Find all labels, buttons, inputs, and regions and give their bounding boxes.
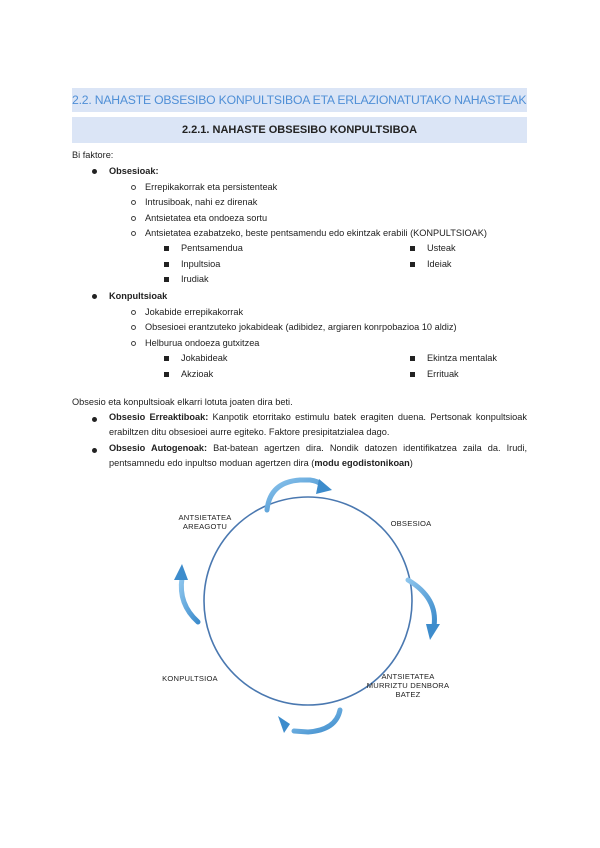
list-item: Pentsamendua (181, 243, 243, 253)
list-item: Errituak (427, 369, 459, 379)
cycle-label-bottom-left (150, 674, 230, 683)
cycle-label-bottom-right (366, 672, 450, 699)
list-item: Ekintza mentalak (427, 353, 497, 363)
list-item: Irudiak (181, 274, 209, 284)
obsesioak-heading: Obsesioak: (109, 166, 159, 176)
list-item: Usteak (427, 243, 456, 253)
type-label: Obsesio Autogenoak: (109, 443, 208, 453)
type-text: Kanpotik etorritako estimulu batek eragiten duena. Pertsonak konpultsioak erabiltzen ditu obsesioei aurre egiteko. Faktore presipitatzialea dago. (109, 412, 527, 437)
cycle-label-top-left (170, 513, 240, 531)
list-item: Akzioak (181, 369, 214, 379)
type-bold-tail: modu egodistonikoan (314, 457, 410, 468)
list-item: Jokabide errepikakorrak (145, 307, 244, 317)
label-line: ANTSIETATEA (381, 672, 435, 681)
type-close: ) (409, 457, 413, 468)
label-line: MURRIZTU DENBORA (366, 681, 450, 690)
label-line: ANTSIETATEA (178, 513, 232, 522)
cycle-label-top-right (376, 519, 446, 528)
list-item: Antsietatea ezabatzeko, beste pentsamendu edo ekintzak erabili (KONPULTSIOAK) (145, 228, 487, 238)
list-item: Intrusiboak, nahi ez direnak (145, 197, 258, 207)
cycle-arrow-right (408, 580, 440, 640)
subsection-title: 2.2.1. NAHASTE OBSESIBO KONPULTSIBOA (72, 117, 527, 143)
list-item: Jokabideak (181, 353, 228, 363)
label-line: BATEZ (395, 690, 421, 699)
label-line: KONPULTSIOA (162, 674, 218, 683)
cycle-arrow-top (267, 479, 332, 510)
label-line: OBSESIOA (390, 519, 432, 528)
cycle-arrow-bottom (278, 710, 340, 733)
relation-text: Obsesio eta konpultsioak elkarri lotuta joaten dira beti. (72, 397, 293, 407)
intro-text: Bi faktore: (72, 150, 114, 160)
list-item: Helburua ondoeza gutxitzea (145, 338, 260, 348)
konpultsioak-heading: Konpultsioak (109, 291, 168, 301)
list-item: Obsesioei erantzuteko jokabideak (adibidez, argiaren konrpobazioa 10 aldiz) (145, 322, 457, 332)
type-label: Obsesio Erreaktiboak: (109, 412, 209, 422)
cycle-arrow-left (174, 564, 198, 622)
list-item: Inpultsioa (181, 259, 221, 269)
type-text: Bat-batean agertzen dira. Nondik datozen identifikatzea zaila da. Irudi, pentsamnedu edo inpultso moduan agertzen dira ( (109, 443, 528, 468)
label-line: AREAGOTU (182, 522, 228, 531)
list-item: Antsietatea eta ondoeza sortu (145, 213, 268, 223)
list-item: Errepikakorrak eta persistenteak (145, 182, 278, 192)
section-title: 2.2. NAHASTE OBSESIBO KONPULTSIBOA ETA ERLAZIONATUTAKO NAHASTEAK (72, 88, 527, 112)
list-item: Ideiak (427, 259, 452, 269)
